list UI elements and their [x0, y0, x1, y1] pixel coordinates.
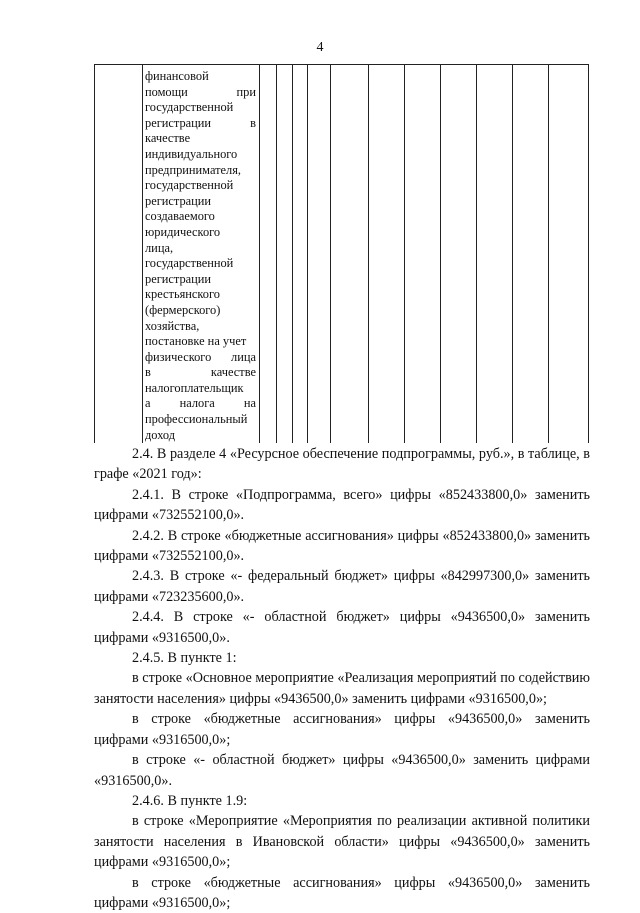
table-column-border [512, 65, 513, 443]
table-column-border [292, 65, 293, 443]
paragraph-2-4: 2.4. В разделе 4 «Ресурсное обеспечение подпрограммы, руб.», в таблице, в графе «2021 год»: [94, 446, 590, 483]
paragraph-2-4-5-regional-budget: в строке «- областной бюджет» цифры «9436500,0» заменить цифрами «9316500,0». [94, 752, 590, 789]
table-cell-line: (фермерского) [145, 302, 221, 317]
table-column-border [440, 65, 441, 443]
table-column-border [259, 65, 260, 443]
table-cell-description [145, 69, 256, 443]
table-cell-line: государственной [145, 256, 234, 271]
table-column-border [404, 65, 405, 443]
table-cell-line: качестве [145, 131, 191, 146]
table-cell-line: физического лица [145, 349, 256, 364]
table-cell-line: доход [145, 427, 176, 442]
table-column-border [476, 65, 477, 443]
table-cell-line: государственной [145, 178, 234, 193]
table-cell-line: регистрации [145, 271, 212, 286]
paragraph-2-4-2: 2.4.2. В строке «бюджетные ассигнования» цифры «852433800,0» заменить цифрами «732552100,0». [94, 527, 590, 565]
table-column-border [330, 65, 331, 443]
table-column-border [548, 65, 549, 443]
paragraph-2-4-5-main-activity: в строке «Основное мероприятие «Реализация мероприятий по содействию занятости населения» цифры «9436500,0» заменить цифрами «9316500,0»; [94, 670, 590, 707]
table-cell-line: лица, [145, 240, 174, 255]
table-cell-line: юридического [145, 224, 221, 239]
table-cell-line: регистрации [145, 193, 212, 208]
table-column-border [276, 65, 277, 443]
table-column-border [142, 65, 143, 443]
page-number: 4 [316, 40, 324, 55]
document-body [94, 444, 590, 913]
table-cell-line: профессиональный [145, 412, 248, 427]
table-column-border [368, 65, 369, 443]
table-cell-line: регистрации в [145, 115, 256, 130]
table-cell-line: государственной [145, 100, 234, 115]
paragraph-2-4-4: 2.4.4. В строке «- областной бюджет» цифры «9436500,0» заменить цифрами «9316500,0». [94, 609, 590, 646]
table-cell-line: а налога на [145, 396, 256, 411]
table-column-border [588, 65, 589, 443]
paragraph-2-4-6-activity: в строке «Мероприятие «Мероприятия по реализации активной политики занятости населения в Ивановской области» цифры «9436500,0» заменить цифрами «9316500,0»; [94, 813, 590, 871]
paragraph-2-4-6-budget-allocations: в строке «бюджетные ассигнования» цифры «9436500,0» заменить цифрами «9316500,0»; [94, 874, 590, 911]
table-cell-line: помощи при [145, 84, 256, 99]
paragraph-2-4-1: 2.4.1. В строке «Подпрограмма, всего» цифры «852433800,0» заменить цифрами «732552100,0». [94, 486, 590, 524]
table-cell-line: налогоплательщик [145, 380, 244, 395]
paragraph-2-4-5: 2.4.5. В пункте 1: [132, 650, 237, 667]
table-cell-line: крестьянского [145, 287, 220, 302]
paragraph-2-4-6: 2.4.6. В пункте 1.9: [132, 792, 248, 809]
table-column-border [94, 65, 95, 443]
paragraph-2-4-5-budget-allocations: в строке «бюджетные ассигнования» цифры «9436500,0» заменить цифрами «9316500,0»; [94, 711, 590, 748]
table-cell-line: в качестве [145, 365, 256, 380]
table-cell-line: предпринимателя, [145, 162, 242, 177]
table-cell-line: постановке на учет [145, 334, 247, 349]
paragraph-2-4-3: 2.4.3. В строке «- федеральный бюджет» цифры «842997300,0» заменить цифрами «723235600,0». [94, 568, 590, 605]
table-cell-line: индивидуального [145, 146, 238, 161]
table-cell-line: создаваемого [145, 209, 215, 224]
table-cell-line: хозяйства, [145, 318, 200, 333]
table-cell-line: финансовой [145, 69, 209, 83]
table-column-border [307, 65, 308, 443]
